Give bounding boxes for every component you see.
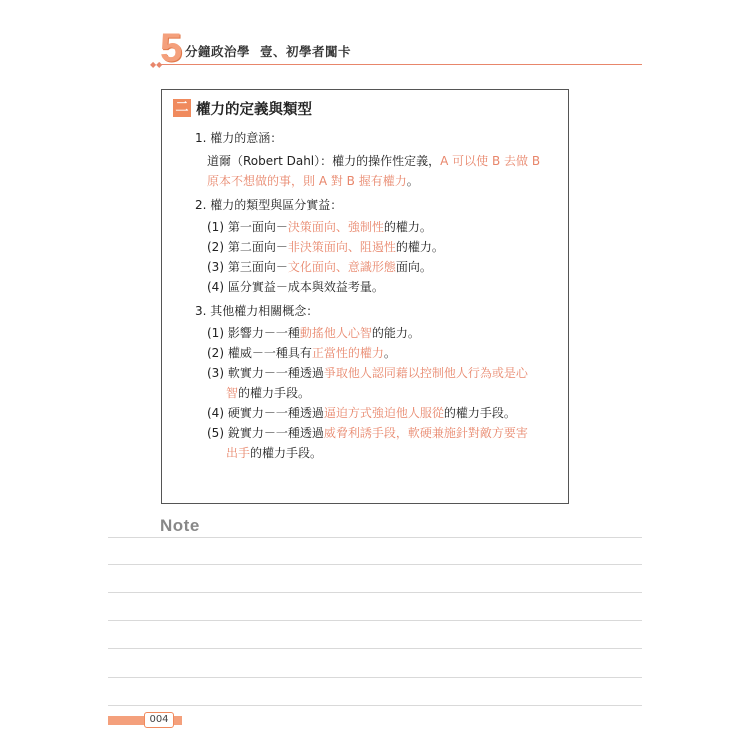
note-line <box>108 677 642 678</box>
list-item: (1) 影響力－一種動搖他人心智的能力。 <box>207 326 420 340</box>
list-item-continuation: 出手的權力手段。 <box>226 446 323 460</box>
note-line <box>108 592 642 593</box>
list-item: (5) 銳實力－一種透過威脅利誘手段，軟硬兼施針對敵方要害 <box>207 426 528 440</box>
text-line: 原本不想做的事，則 A 對 B 握有權力。 <box>207 174 419 188</box>
note-line <box>108 537 642 538</box>
section-title: 權力的定義與類型 <box>196 102 312 118</box>
book-title: 分鐘政治學 <box>185 44 251 59</box>
header-title <box>185 42 351 60</box>
list-item: (4) 硬實力－一種透過逼迫方式強迫他人服從的權力手段。 <box>207 406 516 420</box>
page-header <box>150 28 642 78</box>
text-line: 道爾（Robert Dahl）：權力的操作性定義，A 可以使 B 去做 B <box>207 154 541 168</box>
list-item: (3) 第三面向－文化面向、意識形態面向。 <box>207 260 432 274</box>
list-item: (4) 區分實益－成本與效益考量。 <box>207 280 384 294</box>
list-item: (2) 權威－一種具有正當性的權力。 <box>207 346 396 360</box>
header-divider <box>160 64 642 65</box>
page-number: 004 <box>144 712 174 728</box>
note-line <box>108 705 642 706</box>
logo-digit: 5 <box>160 26 183 70</box>
note-line <box>108 564 642 565</box>
chapter-title: 壹、初學者闖卡 <box>260 44 352 59</box>
list-item: (2) 第二面向－非決策面向、阻遏性的權力。 <box>207 240 444 254</box>
item-heading-meaning: 1. 權力的意涵： <box>195 131 283 145</box>
list-item: (3) 軟實力－一種透過爭取他人認同藉以控制他人行為或是心 <box>207 366 528 380</box>
note-line <box>108 620 642 621</box>
item-heading-types: 2. 權力的類型與區分實益： <box>195 198 343 212</box>
section-number-badge: 二 <box>173 99 191 117</box>
list-item-continuation: 智的權力手段。 <box>226 386 311 400</box>
item-heading-related: 3. 其他權力相關概念： <box>195 304 319 318</box>
diamond-ornament-icon: ◆◆ <box>150 60 163 69</box>
list-item: (1) 第一面向－決策面向、強制性的權力。 <box>207 220 432 234</box>
note-line <box>108 648 642 649</box>
content-box <box>161 89 569 504</box>
note-label: Note <box>160 516 200 535</box>
